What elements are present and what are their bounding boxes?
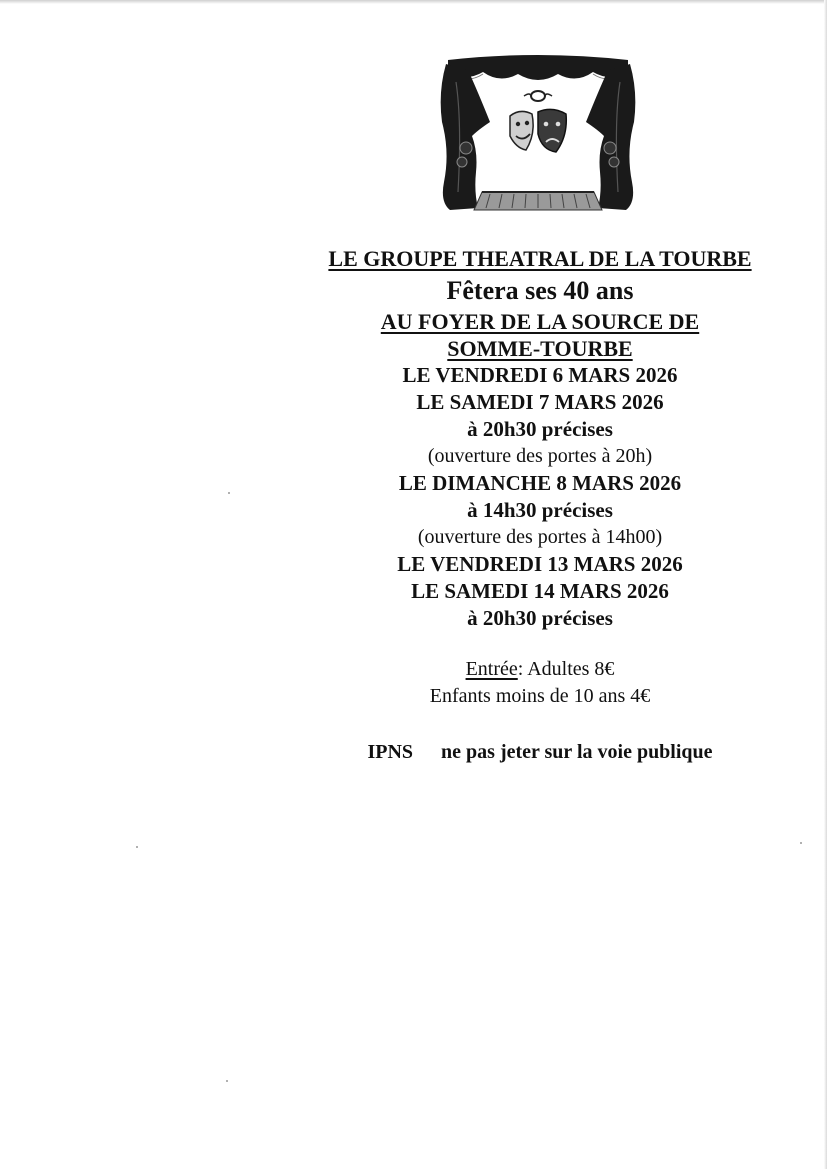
scan-speck bbox=[800, 842, 802, 844]
anniversary-headline: Fêtera ses 40 ans bbox=[446, 276, 634, 305]
doors-note: (ouverture des portes à 14h00) bbox=[417, 526, 663, 548]
ipns-label: IPNS bbox=[367, 741, 414, 763]
entry-price-children: Enfants moins de 10 ans 4€ bbox=[429, 685, 651, 707]
entry-label: Entrée bbox=[465, 658, 518, 680]
venue-line-2: SOMME-TOURBE bbox=[447, 336, 633, 361]
no-littering-notice: ne pas jeter sur la voie publique bbox=[441, 741, 713, 763]
date-line: LE SAMEDI 7 MARS 2026 bbox=[416, 390, 664, 414]
flyer-text bbox=[300, 244, 780, 766]
ipns-notice bbox=[300, 738, 780, 766]
date-line: LE DIMANCHE 8 MARS 2026 bbox=[398, 471, 682, 495]
date-line: LE SAMEDI 14 MARS 2026 bbox=[411, 579, 669, 603]
time-line: à 14h30 précises bbox=[467, 498, 613, 522]
scan-speck bbox=[226, 1080, 228, 1082]
spacer bbox=[300, 632, 780, 656]
scan-speck bbox=[136, 846, 138, 848]
entry-adults-text: : Adultes 8€ bbox=[517, 658, 615, 680]
time-line: à 20h30 précises bbox=[467, 606, 613, 630]
spacer bbox=[300, 710, 780, 738]
theatre-stage-curtains-masks-icon bbox=[438, 52, 638, 220]
scan-speck bbox=[228, 492, 230, 494]
venue-line-1: AU FOYER DE LA SOURCE DE bbox=[380, 309, 700, 334]
time-line: à 20h30 précises bbox=[467, 417, 613, 441]
scan-edge-top bbox=[0, 0, 827, 4]
group-title: LE GROUPE THEATRAL DE LA TOURBE bbox=[328, 246, 752, 271]
doors-note: (ouverture des portes à 20h) bbox=[427, 445, 653, 467]
entry-price-adults bbox=[300, 656, 780, 683]
date-line: LE VENDREDI 6 MARS 2026 bbox=[402, 363, 678, 387]
date-line: LE VENDREDI 13 MARS 2026 bbox=[397, 552, 683, 576]
